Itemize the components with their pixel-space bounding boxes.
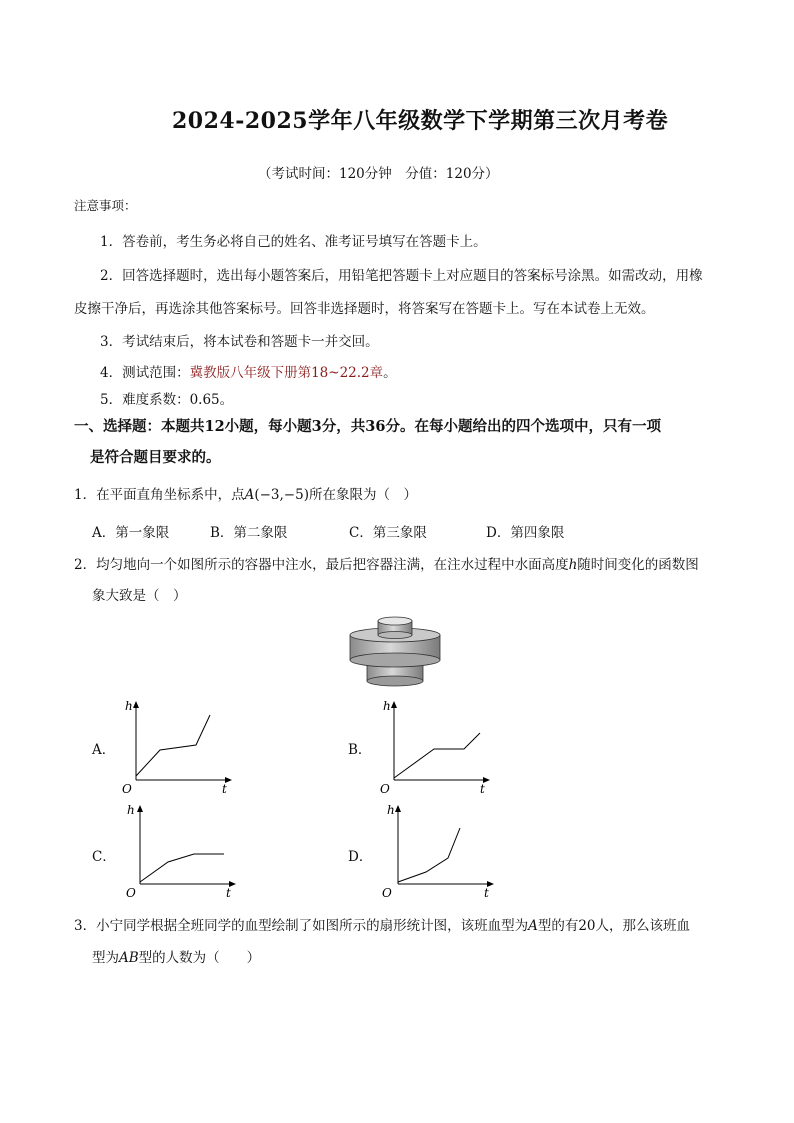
q3-line-1-prefix: 3．小宁同学根据全班同学的血型绘制了如图所示的扇形统计图，该班血型为 [74,918,529,934]
q3-line-1-suffix: 型的有20人，那么该班血 [537,918,691,934]
q1-stem-prefix: 1．在平面直角坐标系中，点 [74,487,245,503]
graph-a [118,696,238,796]
q3-line-2-suffix: 型的人数为（ ） [138,950,261,966]
notice-item-3: 3．考试结束后，将本试卷和答题卡一并交回。 [100,334,379,350]
q1-option-a: A．第一象限 [92,525,170,541]
graph-a-x-label: t [222,782,227,796]
q2-option-b-label: B． [348,742,372,758]
container-figure [340,615,450,695]
q3-type-a: A [528,918,538,934]
test-range: 冀教版八年级下册第18~22.2章 [189,365,384,381]
graph-d-y-label: h [387,803,395,817]
notice-item-2-line-1: 2．回答选择题时，选出每小题答案后，用铅笔把答题卡上对应题目的答案标号涂黑。如需改动，用橡 [100,268,703,284]
exam-subtitle: （考试时间：120分钟 分值：120分） [258,166,499,182]
q2-option-d-label: D． [348,849,373,865]
graph-b-x-label: t [480,782,485,796]
graph-a-origin: O [122,782,132,796]
notice-heading: 注意事项： [74,198,137,213]
q2-stem-prefix: 2．均匀地向一个如图所示的容器中注水，最后把容器注满，在注水过程中水面高度 [74,557,569,573]
q1-option-b: B．第二象限 [210,525,288,541]
notice-item-1: 1．答卷前，考生务必将自己的姓名、准考证号填写在答题卡上。 [100,234,487,250]
q1-coords: (−3,−5) [254,487,309,503]
q2-h-variable: h [568,557,578,573]
notice-item-5: 5．难度系数：0.65。 [100,392,234,408]
graph-c-origin: O [126,886,136,900]
graph-d-curve [398,828,460,882]
q1-option-d: D．第四象限 [486,525,565,541]
graph-b-y-label: h [383,699,391,713]
graph-b-origin: O [380,782,390,796]
section-1-heading-line-1: 一、选择题：本题共12小题，每小题3分，共36分。在每小题给出的四个选项中，只有一项 [74,418,661,435]
question-3-stem-line-2 [92,946,260,966]
graph-d [380,800,500,900]
exam-title: 2024-2025学年八年级数学下学期第三次月考卷 [172,108,669,134]
q1-option-c: C．第三象限 [349,525,427,541]
graph-c-x-label: t [226,886,231,900]
q2-option-c-label: C． [92,849,116,865]
q2-option-a-label: A． [92,742,116,758]
graph-c [122,800,242,900]
graph-a-curve [136,715,210,776]
q1-point-label: A [244,487,255,503]
q3-line-2-prefix: 型为 [92,950,119,966]
q2-stem-suffix: 随时间变化的函数图 [577,557,699,573]
notice-item-4 [100,361,397,381]
notice-item-4-prefix: 4．测试范围： [100,365,190,381]
question-3-stem-line-1 [74,914,690,934]
question-2-stem-line-2: 象大致是（ ） [92,588,187,604]
graph-c-y-label: h [127,803,135,817]
graph-c-curve [140,854,224,882]
q3-type-ab: AB [119,950,139,966]
question-1-stem [74,483,417,503]
graph-b [376,696,496,796]
graph-b-curve [394,733,480,778]
graph-d-x-label: t [484,886,489,900]
q1-stem-suffix: 所在象限为（ ） [308,487,417,503]
question-2-stem-line-1 [74,553,699,573]
graph-a-y-label: h [125,699,133,713]
notice-item-4-suffix: 。 [383,365,397,381]
notice-item-2-line-2: 皮擦干净后，再选涂其他答案标号。回答非选择题时，将答案写在答题卡上。写在本试卷上无效。 [74,301,655,317]
graph-d-origin: O [382,886,392,900]
section-1-heading-line-2: 是符合题目要求的。 [90,449,221,466]
